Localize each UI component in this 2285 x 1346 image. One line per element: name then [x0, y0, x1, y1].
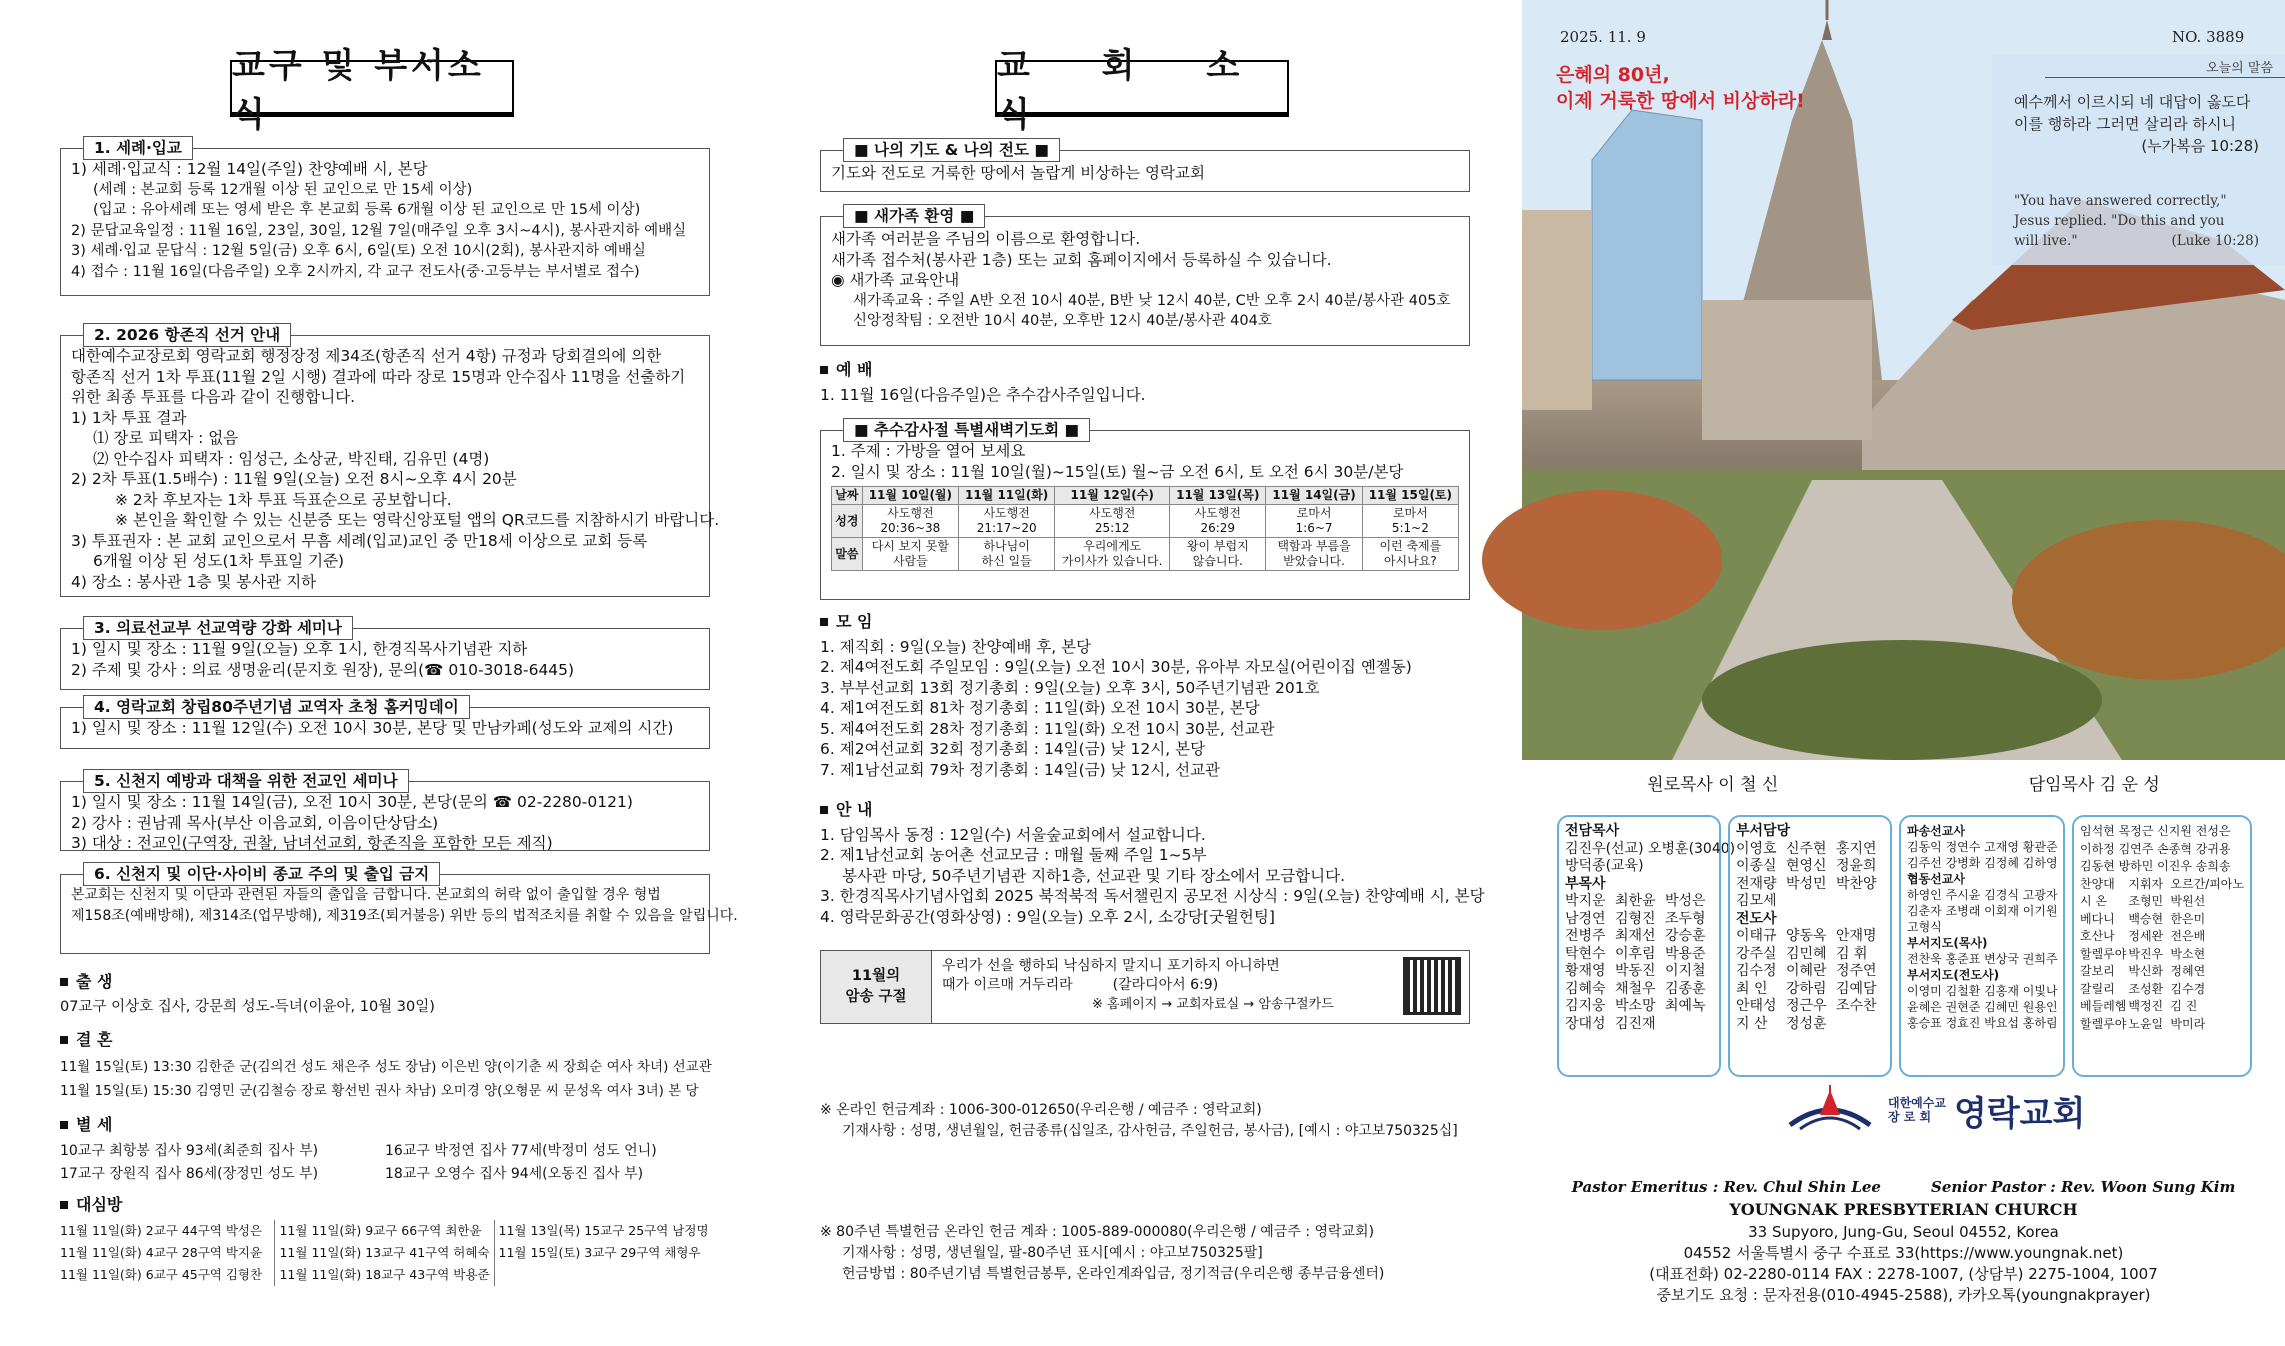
meeting-line: 2. 제4여전도회 주일모임 : 9일(오늘) 오전 10시 30분, 유아부 자모실(어린이집 옌젤동) — [820, 658, 1412, 676]
en-church-name: YOUNGNAK PRESBYTERIAN CHURCH — [1729, 1200, 2078, 1219]
staff-name: 정주연 — [1836, 963, 1877, 979]
staff-name: 베들레헴 — [2080, 999, 2127, 1013]
staff-name: 김형진 — [1615, 910, 1656, 927]
meeting-line: 6. 제2여선교회 32회 정기총회 : 14일(금) 낮 12시, 본당 — [820, 740, 1206, 758]
left-section-heading-text: 3. 의료선교부 선교역량 강화 세미나 — [94, 619, 342, 637]
staff-name: 황재영 — [1565, 963, 1606, 979]
church-name: 영락교회 — [1953, 1093, 2086, 1134]
left-section-heading — [83, 862, 440, 886]
left-section-heading-text: 2. 2026 항존직 선거 안내 — [94, 326, 281, 344]
table-cell: 날짜 — [832, 487, 863, 505]
word-korean — [2014, 91, 2259, 157]
staff-name: 박용준 — [1665, 945, 1706, 962]
left-section-line: 6개월 이상 된 성도(1차 투표일 기준) — [93, 552, 345, 570]
staff-name: 정성훈 — [1786, 1015, 1827, 1032]
staff-line: 임석현 목정근 신지원 전성은 — [2080, 824, 2231, 838]
staff-name: 김진재 — [1615, 1015, 1656, 1032]
word-en-line: will live." — [2014, 233, 2078, 249]
offering-line: ※ 온라인 헌금계좌 : 1006-300-012650(우리은행 / 예금주 : 영락교회) — [820, 1102, 1262, 1118]
visit-item: 11월 11일(화) 13교구 41구역 허혜숙 — [279, 1244, 490, 1260]
word-ko-ref: (누가복음 10:28) — [2141, 137, 2259, 155]
death-item: 18교구 오영수 집사 94세(오동진 집사 부) — [385, 1165, 644, 1182]
notice-line: 2. 제1남선교회 농어촌 선교모금 : 매월 둘째 주일 1~5부 — [820, 846, 1207, 864]
staff-name: 이종실 — [1736, 858, 1777, 874]
table-cell: 사도행전 25:12 — [1055, 505, 1170, 538]
death-block — [60, 1115, 710, 1186]
word-ko-line: 예수께서 이르시되 네 대답이 옳도다 — [2014, 93, 2251, 111]
staff-name: 정근우 — [1786, 998, 1827, 1014]
staff-title: 파송선교사 — [1907, 824, 1965, 838]
staff-name: 최 인 — [1736, 980, 1768, 997]
table-cell: 사도행전 26:29 — [1170, 505, 1266, 538]
staff-name: 지휘자 — [2128, 876, 2164, 891]
offering-block-1 — [820, 1100, 1480, 1142]
staff-name: 전은배 — [2170, 929, 2206, 943]
table-cell: 다시 보지 못할 사람들 — [862, 538, 958, 571]
prayer-heading: ■ 나의 기도 & 나의 전도 ■ — [843, 138, 1060, 162]
worship-block — [820, 360, 1470, 405]
table-cell: 말씀 — [832, 538, 863, 571]
visit-item: 11월 11일(화) 18교구 43구역 박용준 — [279, 1266, 490, 1282]
left-section-line: 4) 장소 : 봉사관 1층 및 봉사관 지하 — [71, 572, 317, 591]
senior-pastor: 담임목사 김 운 성 — [2028, 775, 2160, 795]
left-section-line: 3) 대상 : 전교인(구역장, 권찰, 남녀선교회, 항존직을 포함한 모든 제직) — [71, 834, 553, 852]
worship-line: 1. 11월 16일(다음주일)은 추수감사주일입니다. — [820, 385, 1146, 404]
staff-name: 박동진 — [1615, 963, 1656, 979]
birth-heading-text: 출 생 — [76, 972, 113, 991]
offering-block-2 — [820, 1222, 1480, 1285]
table-cell: 로마서 5:1~2 — [1362, 505, 1458, 538]
left-section-line: 2) 주제 및 강사 : 의료 생명윤리(문지호 원장), 문의(☎ 010-3018-6445) — [71, 660, 575, 679]
newcomer-line: 신앙정착팀 : 오전반 10시 40분, 오후반 12시 40분/봉사관 404호 — [853, 313, 1272, 329]
staff-line: 김동현 방하민 이진우 송희송 — [2080, 859, 2231, 873]
left-section — [60, 865, 738, 954]
verse-text: 때가 이르매 거두리라 — [942, 977, 1073, 993]
staff-name: 김 진 — [2170, 999, 2198, 1013]
staff-line: 고형식 — [1907, 920, 1942, 934]
address-ko: 04552 서울특별시 중구 수표로 33(https://www.youngnak.net) — [1683, 1244, 2124, 1262]
wedding-heading — [60, 1030, 710, 1051]
verse-box — [820, 950, 1470, 1024]
staff-name — [1786, 893, 1834, 911]
left-section — [60, 619, 710, 690]
qr-code-icon[interactable] — [1403, 957, 1461, 1015]
staff-name: 백승현 — [2128, 911, 2164, 926]
dawn-section — [820, 421, 1470, 600]
staff-box — [2072, 815, 2252, 1077]
staff-name — [1836, 893, 1884, 911]
table-cell: 성경 — [832, 505, 863, 538]
wedding-heading-text: 결 혼 — [76, 1030, 113, 1049]
staff-name: 노윤일 — [2128, 1016, 2164, 1031]
notice-block — [820, 800, 1485, 927]
left-panel — [0, 0, 738, 1346]
visit-heading-text: 대심방 — [76, 1195, 123, 1214]
staff-name — [1665, 1016, 1713, 1034]
visit-heading — [60, 1195, 710, 1216]
newcomer-line: 새가족 접수처(봉사관 1층) 또는 교회 홈페이지에서 등록하실 수 있습니다. — [831, 250, 1332, 269]
church-logo — [1780, 1085, 2085, 1135]
left-section-heading — [83, 769, 409, 793]
staff-name: 김수정 — [1736, 963, 1777, 979]
prayer-text: 기도와 전도로 거룩한 땅에서 놀랍게 비상하는 영락교회 — [831, 164, 1205, 182]
death-item: 10교구 최항봉 집사 93세(최준희 집사 부) — [60, 1142, 319, 1159]
staff-name: 갈릴리 — [2080, 981, 2115, 996]
staff-name: 박미라 — [2170, 1016, 2206, 1031]
worship-heading-text: 예 배 — [836, 360, 873, 379]
meeting-line: 5. 제4여전도회 28차 정기총회 : 11일(화) 오전 10시 30분, 선교관 — [820, 719, 1275, 738]
left-section-line: 제158조(예배방해), 제314조(업무방해), 제319조(퇴거불응) 위반 등의 법적조치를 취할 수 있음을 알립니다. — [71, 907, 738, 924]
verse-note: ※ 홈페이지 → 교회자료실 → 암송구절카드 — [1092, 997, 1334, 1012]
dawn-heading-text: 추수감사절 특별새벽기도회 — [874, 421, 1060, 439]
wedding-block — [60, 1030, 710, 1103]
dawn-schedule-table — [831, 486, 1459, 571]
meeting-block — [820, 612, 1480, 780]
visit-item: 11월 15일(토) 3교구 29구역 채형우 — [498, 1244, 701, 1260]
pastors-line — [1522, 770, 2285, 795]
notice-heading — [820, 800, 1480, 821]
left-section-line: (세례 : 본교회 등록 12개월 이상 된 교인으로 만 15세 이상) — [93, 181, 473, 198]
staff-line: 하영인 주시윤 김경식 고광자 — [1907, 888, 2058, 902]
table-cell: 사도행전 20:36~38 — [862, 505, 958, 538]
left-section-line: 2) 문답교육일정 : 11월 16일, 23일, 30일, 12월 7일(매주일 오후 3시~4시), 봉사관지하 예배실 — [71, 222, 687, 239]
staff-line: 이하정 김연주 손종혁 강귀용 — [2080, 841, 2231, 856]
staff-title: 부서지도(목사) — [1907, 936, 1988, 950]
staff-name: 호산나 — [2080, 929, 2115, 943]
staff-name: 갈보리 — [2080, 964, 2115, 978]
wedding-line: 11월 15일(토) 15:30 김영민 군(김철승 장로 황선빈 권사 차남) 오미경 양(오형문 씨 문성옥 여사 3녀) 본 당 — [60, 1082, 699, 1099]
meeting-line: 1. 제직회 : 9일(오늘) 찬양예배 후, 본당 — [820, 637, 1092, 656]
left-section-line: 1) 일시 및 장소 : 11월 14일(금), 오전 10시 30분, 본당(문의 ☎ 02-2280-0121) — [71, 793, 633, 811]
staff-name: 홍지연 — [1836, 840, 1877, 857]
visit-item: 11월 11일(화) 9교구 66구역 최한윤 — [279, 1222, 482, 1238]
staff-name: 지 산 — [1736, 1015, 1768, 1032]
staff-line: 김동익 정연수 고재영 황관준 — [1907, 840, 2058, 854]
staff-name: 김종훈 — [1665, 980, 1706, 997]
left-section-heading-text: 6. 신천지 및 이단·사이비 종교 주의 및 출입 금지 — [94, 865, 430, 883]
left-section-line: 1) 일시 및 장소 : 11월 12일(수) 오전 10시 30분, 본당 및 만남카페(성도와 교제의 시간) — [71, 719, 674, 737]
offering-line: 기재사항 : 성명, 생년월일, 헌금종류(십일조, 감사헌금, 주일헌금, 봉사금), [예시 : 야고보750325십] — [842, 1123, 1458, 1139]
left-section — [60, 139, 710, 296]
telephone: (대표전화) 02-2280-0114 FAX : 2278-1007, (상담부) 2275-1004, 1007 — [1649, 1265, 2158, 1283]
left-section-line: ⑴ 장로 피택자 : 없음 — [93, 429, 239, 447]
wedding-line: 11월 15일(토) 13:30 김한준 군(김의건 성도 채은주 성도 장남) 이은빈 양(이기춘 씨 장희순 여사 차녀) 선교관 — [60, 1058, 712, 1075]
word-en-ref: (Luke 10:28) — [2171, 233, 2259, 249]
staff-name: 김 휘 — [1836, 945, 1868, 962]
meeting-line: 4. 제1여전도회 81차 정기총회 : 11일(화) 오전 10시 30분, 본당 — [820, 699, 1260, 717]
en-senior: Senior Pastor : Rev. Woon Sung Kim — [1930, 1178, 2236, 1196]
left-section — [60, 772, 710, 852]
left-section-heading — [83, 323, 291, 347]
left-section-line: 항존직 선거 1차 투표(11월 2일 시행) 결과에 따라 장로 15명과 안수집사 11명을 선출하기 — [71, 367, 686, 386]
meeting-line: 7. 제1남선교회 79차 정기총회 : 14일(금) 낮 12시, 선교관 — [820, 760, 1221, 779]
visit-item: 11월 11일(화) 6교구 45구역 김형찬 — [60, 1266, 263, 1282]
left-section-line: (입교 : 유아세례 또는 영세 받은 후 본교회 등록 6개월 이상 된 교인으로 만 15세 이상) — [93, 202, 641, 218]
left-section-heading — [83, 136, 193, 160]
staff-name — [1836, 1016, 1884, 1034]
church-emblem-icon — [1780, 1085, 1880, 1135]
verse-label: 11월의 암송 구절 — [821, 951, 932, 1023]
church-small-2: 장 로 회 — [1888, 1110, 1932, 1124]
staff-name: 박소현 — [2170, 946, 2206, 961]
staff-name: 정세완 — [2128, 929, 2164, 943]
staff-name: 이영호 — [1736, 840, 1777, 857]
left-section-line: 4) 접수 : 11월 16일(다음주일) 오후 2시까지, 각 교구 전도사(중·고등부는 부서별로 접수) — [71, 263, 640, 280]
table-cell: 11월 11일(화) — [959, 487, 1055, 505]
word-english — [2014, 191, 2259, 251]
staff-name: 최재선 — [1615, 928, 1656, 944]
newcomer-line: 새가족 여러분을 주님의 이름으로 환영합니다. — [831, 230, 1141, 248]
staff-name: 김지웅 — [1565, 998, 1606, 1014]
staff-name: 김수경 — [2170, 981, 2206, 996]
visit-block — [60, 1195, 710, 1286]
left-section-heading — [83, 695, 470, 719]
left-section — [60, 698, 710, 749]
staff-name: 김혜숙 — [1565, 980, 1606, 997]
issue-number: NO. 3889 — [2172, 28, 2245, 46]
staff-name: 안재명 — [1836, 928, 1877, 944]
left-section-line: 2) 강사 : 권남궤 목사(부산 이음교회, 이음이단상담소) — [71, 813, 439, 832]
staff-name: 조두형 — [1665, 910, 1706, 927]
left-section-line: 3) 세례·입교 문답식 : 12월 5일(금) 오후 6시, 6일(토) 오전 10시(2회), 봉사관지하 예배실 — [71, 243, 646, 259]
staff-name: 장대성 — [1565, 1015, 1606, 1032]
birth-block — [60, 972, 710, 1017]
contact-info — [1522, 1222, 2285, 1306]
staff-title: 전담목사 — [1565, 823, 1620, 839]
middle-title: 교 회 소 식 — [995, 60, 1289, 117]
visit-item: 11월 11일(화) 4교구 28구역 박지윤 — [60, 1244, 263, 1260]
offering-line: 헌금방법 : 80주년기념 특별헌금봉투, 온라인계좌입금, 정기적금(우리은행 종부금융센터) — [842, 1266, 1385, 1282]
staff-name: 이태규 — [1736, 928, 1777, 944]
table-cell: 11월 10일(월) — [862, 487, 958, 505]
meeting-heading-text: 모 임 — [836, 612, 873, 631]
staff-box — [1557, 815, 1736, 1077]
word-ko-line: 이를 행하라 그러면 살리라 하시니 — [2014, 115, 2236, 133]
middle-panel — [790, 0, 1490, 1346]
staff-name: 박성은 — [1665, 893, 1706, 909]
death-item: 17교구 장원직 집사 86세(장정민 성도 부) — [60, 1165, 319, 1182]
table-cell: 이런 축제를 아시나요? — [1362, 538, 1458, 571]
notice-line: 4. 영락문화공간(영화상영) : 9일(오늘) 오후 2시, 소강당[굿윌헌팅] — [820, 907, 1275, 926]
death-heading — [60, 1115, 710, 1136]
staff-name: 현영신 — [1786, 858, 1827, 874]
left-section-heading-text: 4. 영락교회 창립80주년기념 교역자 초청 홈커밍데이 — [94, 698, 459, 716]
church-small-1: 대한예수교 — [1888, 1096, 1946, 1110]
visit-item: 11월 11일(화) 2교구 44구역 박성은 — [60, 1222, 263, 1238]
left-section-line: 1) 일시 및 장소 : 11월 9일(오늘) 오후 1시, 한경직목사기념관 지하 — [71, 640, 528, 658]
meeting-heading — [820, 612, 1480, 633]
left-section-line: 본교회는 신천지 및 이단과 관련된 자들의 출입을 금합니다. 본교회의 허락 없이 출입할 경우 형법 — [71, 887, 661, 903]
notice-heading-text: 안 내 — [836, 800, 873, 819]
staff-name: 김모세 — [1736, 893, 1777, 909]
staff-name: 김예담 — [1836, 980, 1877, 997]
prayer-request: 중보기도 요청 : 문자전용(010-4945-2588), 카카오톡(youngnakprayer) — [1656, 1286, 2151, 1304]
staff-title: 부목사 — [1565, 875, 1606, 892]
issue-date: 2025. 11. 9 — [1560, 28, 1646, 46]
slogan-line: 이제 거룩한 땅에서 비상하라! — [1556, 90, 1805, 112]
offering-line: ※ 80주년 특별헌금 온라인 헌금 계좌 : 1005-889-000080(우리은행 / 예금주 : 영락교회) — [820, 1224, 1375, 1240]
dawn-heading: ■ 추수감사절 특별새벽기도회 ■ — [843, 418, 1090, 442]
table-cell: 택함과 부름을 받았습니다. — [1266, 538, 1362, 571]
staff-name: 할렐루야 — [2080, 946, 2127, 961]
word-box — [1992, 55, 2285, 265]
staff-name: 박성민 — [1786, 875, 1827, 892]
emeritus-pastor: 원로목사 이 철 신 — [1647, 775, 1779, 795]
staff-name: 할렐루야 — [2080, 1016, 2127, 1031]
staff-name: 전병주 — [1565, 928, 1606, 944]
staff-name: 조형민 — [2128, 894, 2164, 908]
staff-name: 신주현 — [1786, 840, 1827, 857]
staff-name: 이후림 — [1615, 945, 1656, 962]
staff-box — [1728, 815, 1892, 1077]
left-section-line: ⑵ 안수집사 피택자 : 임성근, 소상균, 박진태, 김유민 (4명) — [93, 449, 490, 468]
english-pastors — [1522, 1178, 2285, 1196]
staff-name: 찬양대 — [2080, 876, 2115, 891]
left-section-line: 3) 투표권자 : 본 교회 교인으로서 무흠 세례(입교)교인 중 만18세 이상으로 교회 등록 — [71, 531, 648, 550]
staff-name: 최한윤 — [1615, 893, 1656, 909]
newcomer-heading: ■ 새가족 환영 ■ — [843, 204, 985, 228]
staff-name: 조수찬 — [1836, 998, 1877, 1014]
offering-line: 기재사항 : 성명, 생년월일, 팔-80주년 표시[예시 : 야고보750325팔] — [842, 1245, 1263, 1261]
staff-name: 한은미 — [2170, 911, 2206, 926]
staff-name: 채철우 — [1615, 980, 1656, 997]
staff-name: 강주실 — [1736, 945, 1777, 962]
church-photo — [1522, 0, 2285, 760]
left-section-line: ※ 2차 후보자는 1차 투표 득표순으로 공보합니다. — [115, 490, 452, 509]
newcomer-line: ◉ 새가족 교육안내 — [831, 271, 960, 289]
staff-name: 강승훈 — [1665, 928, 1706, 944]
meeting-line: 3. 부부선교회 13회 정기총회 : 9일(오늘) 오후 3시, 50주년기념관 201호 — [820, 678, 1320, 697]
staff-name: 베다니 — [2080, 911, 2115, 926]
address-en: 33 Supyoro, Jung-Gu, Seoul 04552, Korea — [1748, 1223, 2059, 1241]
staff-name: 전재량 — [1736, 875, 1777, 892]
table-cell: 11월 12일(수) — [1055, 487, 1170, 505]
staff-name: 시 온 — [2080, 894, 2107, 908]
table-cell: 11월 15일(토) — [1362, 487, 1458, 505]
staff-name: 오르간/피아노 — [2170, 876, 2244, 891]
staff-line: 김진우(선교) 오병훈(3040) — [1565, 840, 1736, 857]
table-cell: 로마서 1:6~7 — [1266, 505, 1362, 538]
newcomer-section — [820, 207, 1470, 346]
staff-name: 강하림 — [1786, 980, 1827, 997]
staff-line: 방덕종(교육) — [1565, 858, 1644, 874]
staff-title: 부서지도(전도사) — [1907, 968, 2000, 982]
left-section-line: 2) 2차 투표(1.5배수) : 11월 9일(오늘) 오전 8시~오후 4시 20분 — [71, 470, 517, 488]
left-section-line: 1) 1차 투표 결과 — [71, 408, 187, 427]
left-section-line: 1) 세례·입교식 : 12월 14일(주일) 찬양예배 시, 본당 — [71, 160, 428, 178]
staff-name: 남경연 — [1565, 910, 1606, 927]
en-emeritus: Pastor Emeritus : Rev. Chul Shin Lee — [1571, 1178, 1881, 1196]
word-en-line: Jesus replied. "Do this and you — [2014, 213, 2225, 229]
notice-line: 1. 담임목사 동정 : 12일(수) 서울숲교회에서 설교합니다. — [820, 825, 1206, 844]
table-cell: 왕이 부럽지 않습니다. — [1170, 538, 1266, 571]
staff-name: 이혜란 — [1786, 963, 1827, 979]
staff-name: 양동옥 — [1786, 928, 1827, 944]
notice-line: 3. 한경직목사기념사업회 2025 북적북적 독서챌린지 공모전 시상식 : 9일(오늘) 찬양예배 시, 본당 — [820, 887, 1485, 905]
left-section-heading-text: 5. 신천지 예방과 대책을 위한 전교인 세미나 — [94, 772, 398, 790]
slogan — [1556, 62, 1805, 114]
notice-line: 봉사관 마당, 50주년기념관 지하1층, 선교관 및 기타 장소에서 모금합니다. — [842, 866, 1346, 885]
staff-name: 안태성 — [1736, 998, 1777, 1014]
word-label: 오늘의 말씀 — [2206, 61, 2273, 76]
dawn-line: 2. 일시 및 장소 : 11월 10일(월)~15일(토) 월~금 오전 6시, 토 오전 6시 30분/본당 — [831, 462, 1404, 481]
table-cell: 11월 13일(목) — [1170, 487, 1266, 505]
staff-name: 김민혜 — [1786, 945, 1827, 962]
staff-title: 협동선교사 — [1907, 872, 1965, 886]
verse-ref: (갈라디아서 6:9) — [1112, 977, 1219, 993]
dawn-line: 1. 주제 : 가방을 열어 보세요 — [831, 442, 1026, 460]
table-cell: 하나님이 하신 일들 — [959, 538, 1055, 571]
newcomer-line: 새가족교육 : 주일 A반 오전 10시 40분, B반 낮 12시 40분, C반 오후 2시 40분/봉사관 405호 — [853, 292, 1451, 309]
left-section-line: 대한예수교장로회 영락교회 행정장정 제34조(항존직 선거 4항) 규정과 당회결의에 의한 — [71, 347, 662, 365]
staff-line: 김춘자 조병래 이회재 이기원 — [1907, 904, 2058, 918]
worship-heading — [820, 360, 1470, 381]
left-section-heading — [83, 616, 353, 640]
table-cell: 우리에게도 가이사가 있습니다. — [1055, 538, 1170, 571]
left-section-line: 위한 최종 투표를 다음과 같이 진행합니다. — [71, 388, 356, 406]
staff-title: 전도사 — [1736, 910, 1777, 927]
staff-name: 박찬양 — [1836, 875, 1877, 892]
word-en-line: "You have answered correctly," — [2014, 193, 2227, 209]
staff-line: 전찬욱 홍준표 변상국 권희주 — [1907, 952, 2058, 966]
left-section — [60, 326, 720, 597]
staff-name: 박원선 — [2170, 894, 2206, 908]
staff-line: 윤혜은 권현준 김혜민 원용인 — [1907, 1000, 2058, 1014]
staff-box — [1899, 815, 2065, 1077]
table-cell: 11월 14일(금) — [1266, 487, 1362, 505]
staff-name: 정윤희 — [1836, 858, 1877, 874]
verse-text: 우리가 선을 행하되 낙심하지 말지니 포기하지 아니하면 — [942, 958, 1280, 974]
left-section-line: ※ 본인을 확인할 수 있는 신분증 또는 영락신앙포털 앱의 QR코드를 지참하시기 바랍니다. — [115, 511, 720, 529]
birth-heading — [60, 972, 710, 993]
slogan-line: 은혜의 80년, — [1556, 64, 1670, 86]
death-heading-text: 별 세 — [76, 1115, 113, 1134]
newcomer-heading-text: 새가족 환영 — [874, 207, 955, 225]
table-cell: 사도행전 21:17~20 — [959, 505, 1055, 538]
staff-line: 김주선 강병화 김정혜 김하영 — [1907, 856, 2058, 870]
staff-name: 탁현수 — [1565, 945, 1606, 962]
staff-name: 백정진 — [2128, 999, 2164, 1013]
staff-name: 최예녹 — [1665, 998, 1706, 1014]
left-section-heading-text: 1. 세례·입교 — [94, 139, 182, 157]
death-item: 16교구 박정연 집사 77세(박정미 성도 언니) — [385, 1142, 657, 1159]
prayer-heading-text: 나의 기도 & 나의 전도 — [874, 141, 1029, 159]
birth-line: 07교구 이상호 집사, 강문희 성도-득녀(이윤아, 10월 30일) — [60, 998, 435, 1015]
staff-name: 박진우 — [2128, 946, 2164, 961]
staff-title: 부서담당 — [1736, 823, 1791, 839]
staff-name: 조성환 — [2128, 981, 2164, 996]
staff-line: 이영미 김철환 김홍재 이빛나 — [1907, 984, 2058, 998]
staff-name: 박소망 — [1615, 998, 1656, 1014]
prayer-section — [820, 141, 1470, 192]
staff-name: 정혜연 — [2170, 964, 2206, 978]
staff-name: 박신화 — [2128, 964, 2164, 978]
left-title: 교구 및 부서소식 — [230, 60, 514, 117]
staff-name: 이지철 — [1665, 963, 1706, 979]
visit-item: 11월 13일(목) 15교구 25구역 남정명 — [498, 1222, 709, 1238]
staff-name: 박지운 — [1565, 893, 1606, 909]
staff-line: 홍승표 정효진 박요섭 홍하림 — [1907, 1016, 2058, 1030]
